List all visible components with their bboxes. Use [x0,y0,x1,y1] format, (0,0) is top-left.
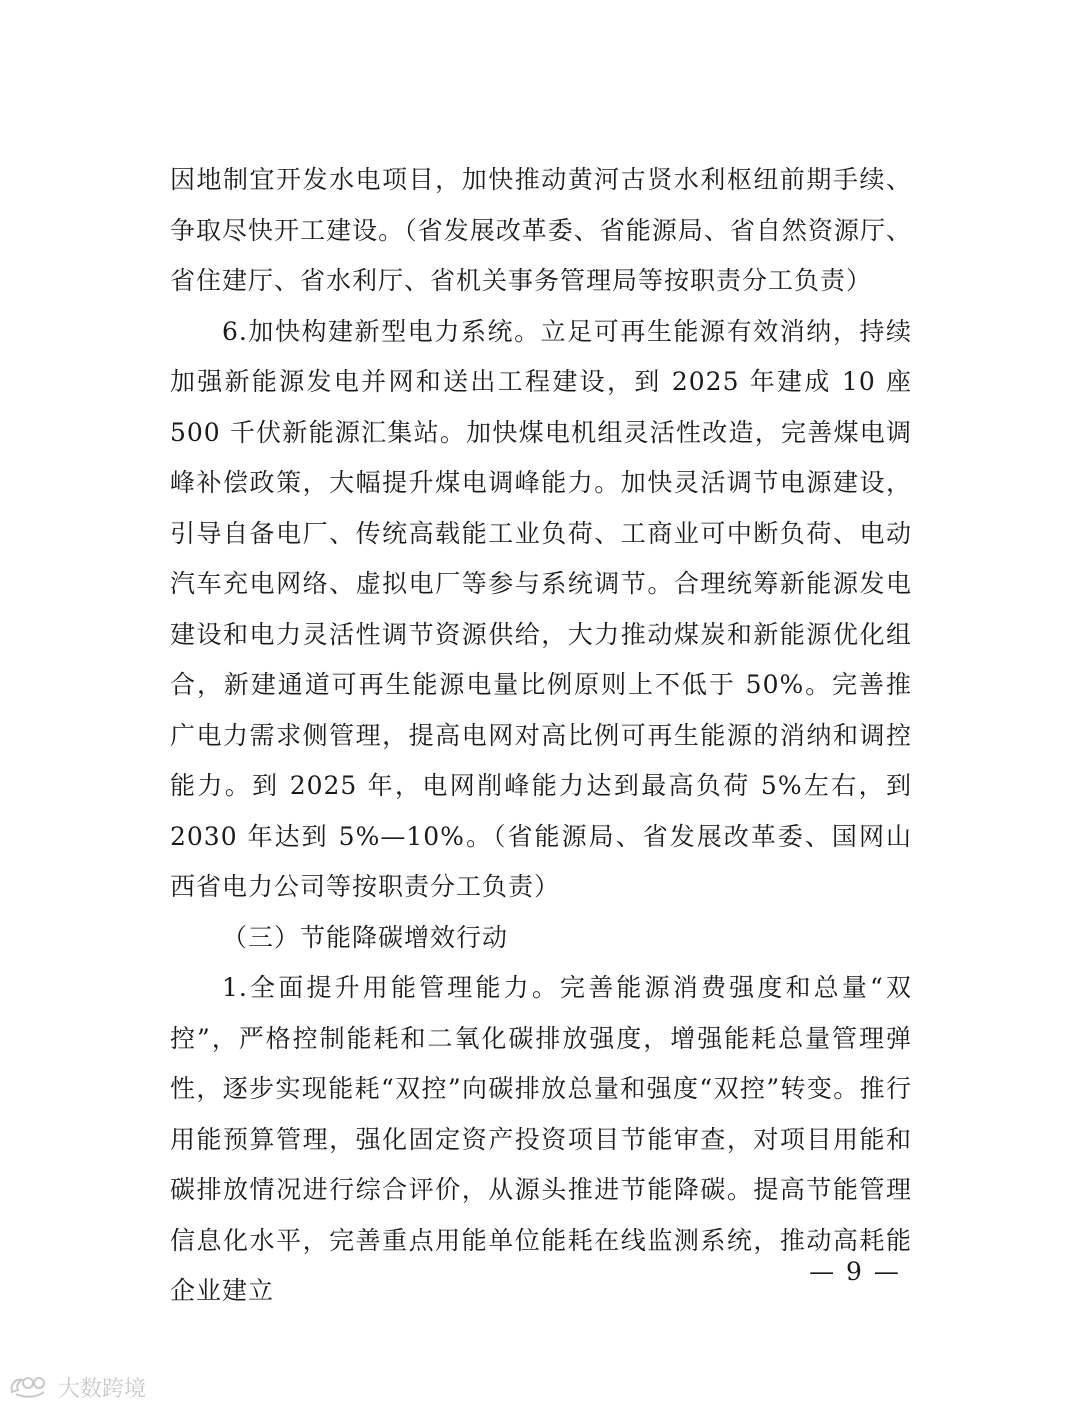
watermark-text: 大数跨境 [58,1376,147,1402]
page-number: — 9 — [809,1257,901,1286]
section-heading-energy-saving: （三）节能降碳增效行动 [222,922,509,952]
paragraph-power-system: 6.加快构建新型电力系统。立足可再生能源有效消纳，持续加强新能源发电并网和送出工程建设，到 2025 年建成 10 座 500 千伏新能源汇集站。加快煤电机组灵活性改造，完善煤电调峰补偿政策，大幅提升煤电调峰能力。加快灵活调节电源建设，引导自备电厂、传统高载能工业负荷、工商业可中断负荷、电动汽车充电网络、虚拟电厂等参与系统调节。合理统筹新能源发电建设和电力灵活性调节资源供给，大力推动煤炭和新能源优化组合，新建通道可再生能源电量比例原则上不低于 50%。完善推广电力需求侧管理，提高电网对高比例可再生能源的消纳和调控能力。到 2025 年，电网削峰能力达到最高负荷 5%左右，到 2030 年达到 5%—10%。（省能源局、省发展改革委、国网山西省电力公司等按职责分工负责） [170,316,912,901]
paragraph-hydropower: 因地制宜开发水电项目，加快推动黄河古贤水利枢纽前期手续、争取尽快开工建设。（省发展改革委、省能源局、省自然资源厅、省住建厅、省水利厅、省机关事务管理局等按职责分工负责） [170,165,912,295]
document-body [170,155,912,1317]
paragraph-energy-management: 1.全面提升用能管理能力。完善能源消费强度和总量“双控”，严格控制能耗和二氧化碳排放强度，增强能耗总量管理弹性，逐步实现能耗“双控”向碳排放总量和强度“双控”转变。推行用能预算管理，强化固定资产投资项目节能审查，对项目用能和碳排放情况进行综合评价，从源头推进节能降碳。提高节能管理信息化水平，完善重点用能单位能耗在线监测系统，推动高耗能企业建立 [170,973,912,1305]
watermark [8,1372,146,1402]
brand-logo-icon [8,1374,52,1400]
